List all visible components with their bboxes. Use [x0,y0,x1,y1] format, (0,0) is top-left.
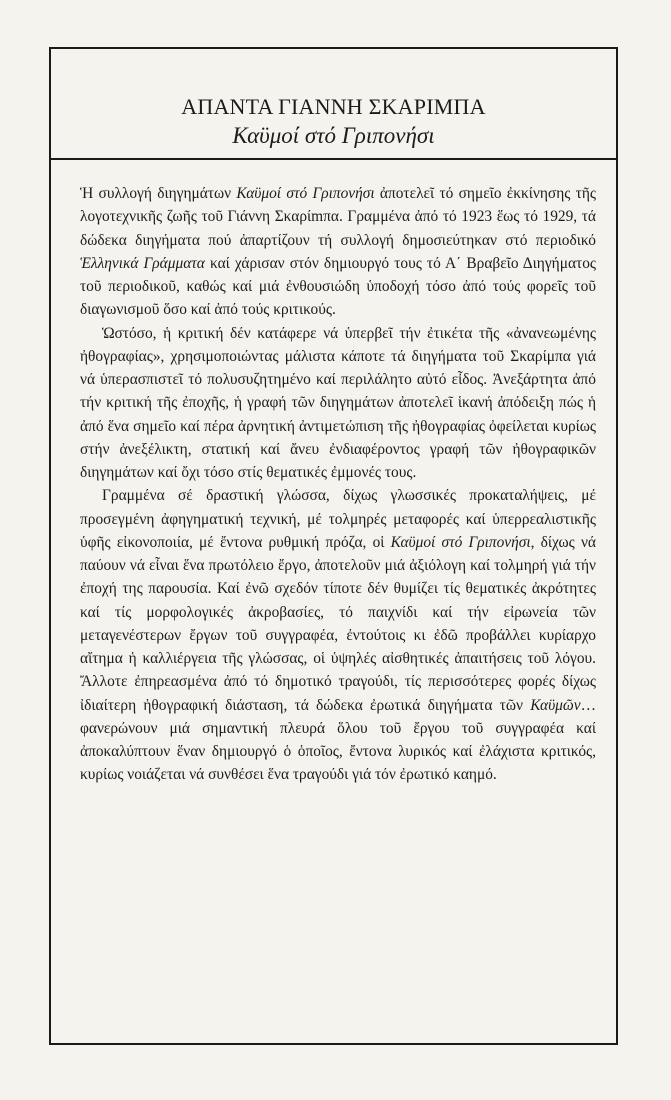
paragraph-2: Ὡστόσο, ἡ κριτική δέν κατάφερε νά ὑπερβεῖ τήν ἐτικέτα τῆς «ἀνανεωμένης ἠθογραφίας», χρησιμοποιώντας μάλιστα κάποτε τά διηγήματα τοῦ Σκαρίμπα γιά νά ὑπερασπιστεῖ τό πολυσυζητημένο καί περιλάλητο αὐτό εἶδος. Ἀνεξάρτητα ἀπό τήν κριτική τῆς ἐποχῆς, ἡ γραφή τῶν διηγημάτων ἀποτελεῖ ἱκανή ἀπόδειξη πώς ἡ ἀπό ἕνα σημεῖο καί πέρα ἀρνητική ἀντιμετώπιση τῆς ἠθογραφίας ὀφείλεται κυρίως στήν ἀνεξέλικτη, στατική καί ἄνευ ἐνδιαφέροντος γραφή τῶν ἠθογραφικῶν διηγημάτων καί ὄχι τόσο στίς θεματικές ἐμμονές τους. [80,324,596,481]
p3-italic-title: Καϋμοί στό Γριπονήσι [390,533,531,551]
p3-italic-short-title: Καϋμῶν [530,696,581,714]
collection-title: ΑΠΑΝΤΑ ΓΙΑΝΝΗ ΣΚΑΡΙΜΠΑ [181,94,486,119]
book-title: Καϋμοί στό Γριπονήσι [232,123,435,148]
blurb-frame [49,47,618,1045]
p1-text-2: ἀποτελεῖ τό σημεῖο ἐκκίνησης τῆς λογοτεχνικῆς ζωῆς τοῦ Γιάννη Σκαρίmπα. Γραμμένα ἀπό τό 1923 ἕως τό 1929, τά δώδεκα διηγήματα πού ἀπαρτίζουν τή συλλογή δημοσιεύτηκαν στό περιοδικό [80,185,596,249]
title-box [51,49,616,160]
blurb-text [80,182,596,787]
paragraph-3 [80,484,596,786]
p3-text-1: Γραμμένα σέ δραστική γλώσσα, δίχως γλωσσικές προκαταλήψεις, μέ προσεγμένη ἀφηγηματική τεχνική, μέ τολμηρές μεταφορές καί ὑπερρεαλιστικῆς ὑφῆς εἰκονοποιία, μέ ἔντονα ρυθμική πρόζα, οἱ [80,487,596,551]
p3-text-3: … φανερώνουν μιά σημαντική πλευρά ὅλου τοῦ ἔργου τοῦ συγγραφέα καί ἀποκαλύπτουν ἕναν δημιουργό ὁ ὁποῖος, ἔντονα λυρικός καί ἐλάχιστα κριτικός, κυρίως νοιάζεται νά συνθέσει ἕνα τραγούδι γιά τόν ἐρωτικό καημό. [80,696,596,784]
p3-text-2: , δίχως νά παύουν νά εἶναι ἕνα πρωτόλειο ἔργο, ἀποτελοῦν μιά ἀξιόλογη καί τολμηρή γιά τήν ἐποχή της παρουσία. Καί ἐνῶ σχεδόν τίποτε δέν θυμίζει τίς θεματικές ἀκρότητες καί τίς μορφολογικές ἀκροβασίες, τό παιχνίδι καί τήν εἰρωνεία τῶν μεταγενέστερων ἔργων τοῦ συγγραφέα, ἐντούτοις κι ἐδῶ προβάλλει κυρίαρχο αἴτημα ἡ καλλιέργεια τῆς γλώσσας, οἱ ὑψηλές αἰσθητικές ἀπαιτήσεις τοῦ λόγου. Ἄλλοτε ἐπηρεασμένα ἀπό τό δημοτικό τραγούδι, τίς περισσότερες φορές δίχως ἰδιαίτερη ἠθογραφική διάσταση, τά δώδεκα ἐρωτικά διηγήματα τῶν [80,533,596,714]
p1-text-3: καί χάρισαν στόν δημιουργό τους τό Α΄ Βραβεῖο Διηγήματος τοῦ περιοδικοῦ, καθώς καί μιά ἐνθουσιώδη ὑποδοχή τόσο ἀπό τούς φορεῖς τοῦ διαγωνισμοῦ ὅσο καί ἀπό τούς κριτικούς. [80,254,596,319]
p1-text-1: Ἡ συλλογή διηγημάτων [80,185,237,202]
p1-italic-title: Καϋμοί στό Γριπονήσι [236,185,375,202]
p1-italic-periodical: Ἑλληνικά Γράμματα [80,254,205,272]
paragraph-1 [80,182,596,322]
